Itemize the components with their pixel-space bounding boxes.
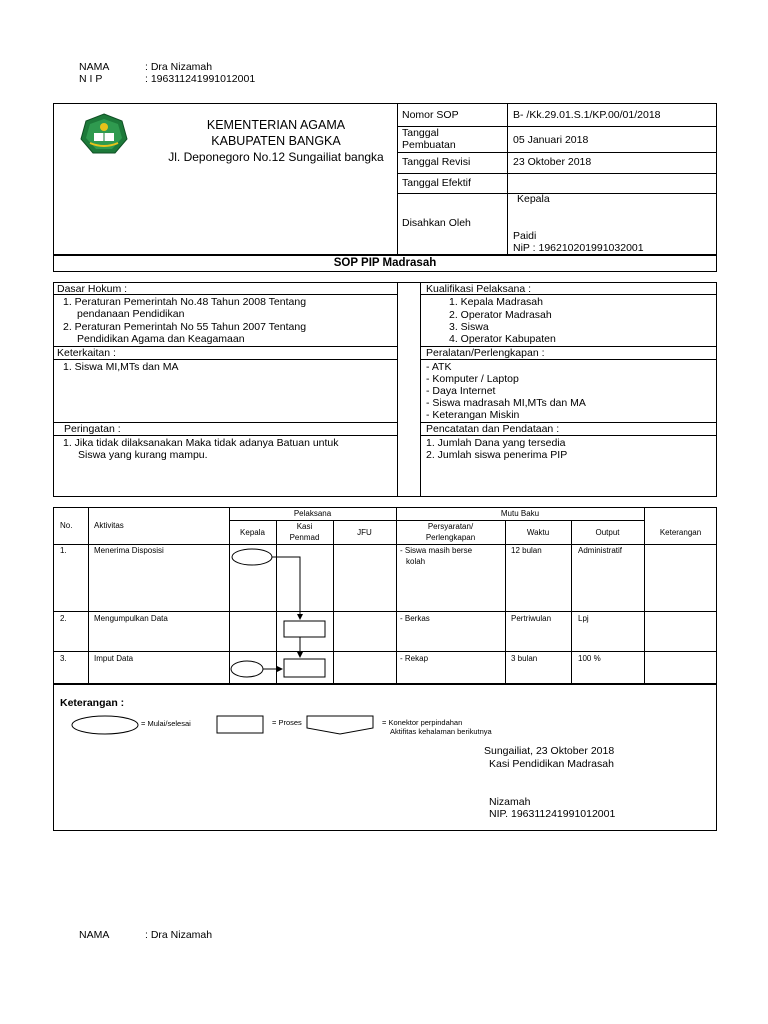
disahkan-jabatan: Kepala — [517, 193, 550, 205]
row-syarat-2: kolah — [406, 557, 426, 566]
bottom-nama-label: NAMA — [79, 929, 110, 941]
sop-title: SOP PIP Madrasah — [333, 257, 437, 269]
legend-proses: = Proses — [272, 718, 302, 727]
tgl-efektif-label: Tanggal Efektif — [402, 177, 471, 189]
col-persyaratan-1: Persyaratan/ — [427, 522, 474, 531]
end-terminator-shape — [231, 661, 263, 677]
org-address: Jl. Deponegoro No.12 Sungailiat bangka — [168, 150, 384, 164]
row-output: Administratif — [578, 546, 623, 555]
peringatan-line2: Siswa yang kurang mampu. — [78, 449, 208, 461]
signature-nip: NIP. 196311241991012001 — [489, 808, 616, 820]
nip-label: N I P — [79, 73, 103, 85]
peringatan-label: Peringatan : — [64, 423, 121, 435]
dasar-hukum-label: Dasar Hokum : — [57, 283, 128, 295]
col-persyaratan-2: Perlengkapan — [425, 533, 476, 542]
peralatan-item-1: - ATK — [426, 361, 452, 373]
tgl-revisi-label: Tanggal Revisi — [402, 156, 471, 168]
tgl-pembuatan-value: 05 Januari 2018 — [513, 134, 589, 146]
col-jfu: JFU — [357, 528, 372, 537]
col-kasi-1: Kasi — [296, 522, 313, 531]
peralatan-item-2: - Komputer / Laptop — [426, 373, 519, 385]
nip-value: : 196311241991012001 — [145, 73, 256, 85]
tgl-pembuatan-label-2: Pembuatan — [402, 139, 456, 151]
row-aktivitas: Menerima Disposisi — [94, 546, 164, 555]
pencatatan-item-2: 2. Jumlah siswa penerima PIP — [426, 449, 568, 461]
tgl-revisi-value: 23 Oktober 2018 — [513, 156, 592, 168]
dasar-hukum-1-line2: pendanaan Pendidikan — [77, 308, 185, 320]
col-output: Output — [595, 528, 620, 537]
peralatan-item-3: - Daya Internet — [426, 385, 496, 397]
row-syarat-1: - Berkas — [400, 614, 430, 623]
row-output: 100 % — [578, 654, 601, 663]
row-waktu: 3 bulan — [511, 654, 538, 663]
signature-name: Nizamah — [489, 796, 531, 808]
dasar-hukum-2-line2: Pendidikan Agama dan Keagamaan — [77, 333, 245, 345]
kualifikasi-label: Kualifikasi Pelaksana : — [426, 283, 532, 295]
nama-label: NAMA — [79, 61, 110, 73]
peralatan-item-5: - Keterangan Miskin — [426, 409, 520, 421]
disahkan-nip: NiP : 196210201991032001 — [513, 242, 644, 254]
legend-konektor-1: = Konektor perpindahan — [382, 718, 463, 727]
offpage-connector-legend-icon — [307, 716, 373, 734]
pencatatan-label: Pencatatan dan Pendataan : — [426, 423, 560, 435]
row-syarat-1: - Rekap — [400, 654, 429, 663]
keterkaitan-item-1: 1. Siswa MI,MTs dan MA — [63, 361, 179, 373]
col-kasi-2: Penmad — [289, 533, 320, 542]
row-no: 2. — [60, 614, 67, 623]
bottom-nama-value: : Dra Nizamah — [145, 929, 213, 941]
nomor-sop-label: Nomor SOP — [402, 109, 459, 121]
pencatatan-item-1: 1. Jumlah Dana yang tersedia — [426, 437, 566, 449]
signature-position: Kasi Pendidikan Madrasah — [489, 758, 614, 770]
kualifikasi-item-3: 3. Siswa — [449, 321, 489, 333]
row-no: 3. — [60, 654, 67, 663]
col-keterangan: Keterangan — [659, 528, 702, 537]
row-syarat-1: - Siswa masih berse — [400, 546, 473, 555]
row-output: Lpj — [578, 614, 589, 623]
peralatan-label: Peralatan/Perlengkapan : — [426, 347, 545, 359]
nama-value: : Dra Nizamah — [145, 61, 213, 73]
row-no: 1. — [60, 546, 67, 555]
kualifikasi-item-4: 4. Operator Kabupaten — [449, 333, 556, 345]
col-aktivitas: Aktivitas — [94, 521, 124, 530]
col-no: No. — [60, 521, 73, 530]
row-waktu: 12 bulan — [511, 546, 542, 555]
signature-place-date: Sungailiat, 23 Oktober 2018 — [484, 745, 615, 757]
process-legend-icon — [217, 716, 263, 733]
org-name-2: KABUPATEN BANGKA — [211, 134, 341, 148]
legend-label: Keterangan : — [60, 697, 125, 709]
flow-arrow-1 — [272, 557, 300, 619]
dasar-hukum-1-line1: 1. Peraturan Pemerintah No.48 Tahun 2008 Tentang — [63, 296, 307, 308]
legend-mulai: = Mulai/selesai — [141, 719, 191, 728]
process-shape-1 — [284, 621, 325, 637]
nomor-sop-value: B- /Kk.29.01.S.1/KP.00/01/2018 — [513, 109, 661, 121]
dasar-hukum-2-line1: 2. Peraturan Pemerintah No 55 Tahun 2007 Tentang — [63, 321, 307, 333]
row-aktivitas: Imput Data — [94, 654, 134, 663]
terminator-legend-icon — [72, 716, 138, 734]
start-terminator-shape — [232, 549, 272, 565]
col-kepala: Kepala — [240, 528, 265, 537]
kualifikasi-item-1: 1. Kepala Madrasah — [449, 296, 543, 308]
peringatan-line1: 1. Jika tidak dilaksanakan Maka tidak adanya Batuan untuk — [63, 437, 339, 449]
legend-shapes — [70, 713, 390, 737]
tgl-pembuatan-label-1: Tanggal — [402, 127, 439, 139]
kualifikasi-item-2: 2. Operator Madrasah — [449, 309, 552, 321]
peralatan-item-4: - Siswa madrasah MI,MTs dan MA — [426, 397, 586, 409]
row-waktu: Pertriwulan — [511, 614, 552, 623]
col-pelaksana: Pelaksana — [293, 509, 332, 518]
org-name-1: KEMENTERIAN AGAMA — [206, 118, 346, 132]
col-mutu-baku: Mutu Baku — [500, 509, 540, 518]
col-waktu: Waktu — [526, 528, 550, 537]
disahkan-label: Disahkan Oleh — [402, 217, 471, 229]
row-aktivitas: Mengumpulkan Data — [94, 614, 168, 623]
legend-konektor-2: Aktifitas kehalaman berikutnya — [390, 727, 492, 736]
keterkaitan-label: Keterkaitan : — [57, 347, 116, 359]
process-shape-2 — [284, 659, 325, 677]
disahkan-nama: Paidi — [513, 230, 537, 242]
